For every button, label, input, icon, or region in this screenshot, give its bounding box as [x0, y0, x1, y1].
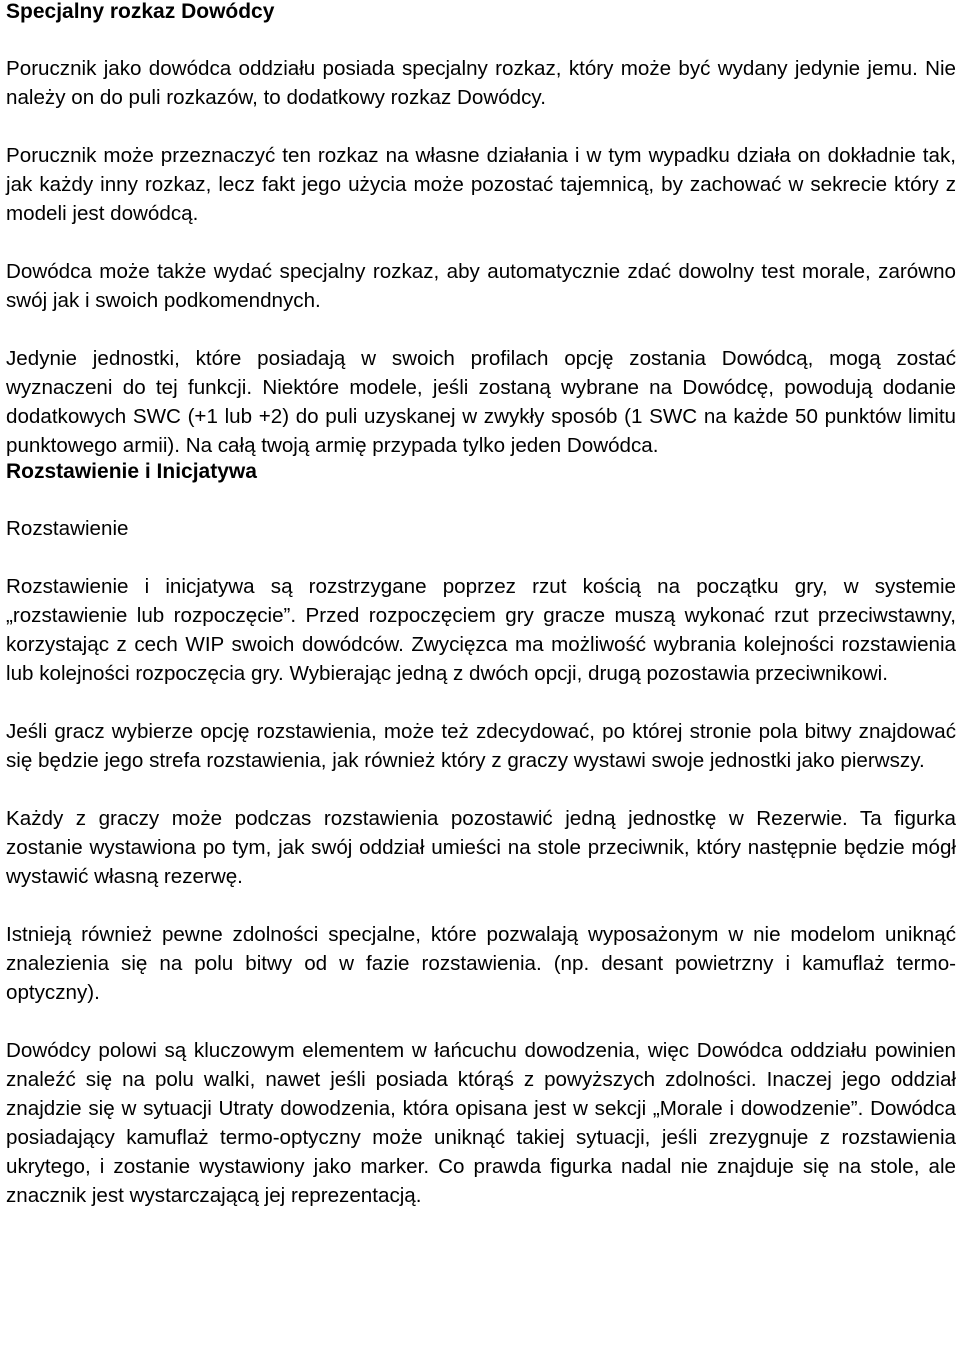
- document-page: [6, 0, 956, 1210]
- paragraph: Porucznik może przeznaczyć ten rozkaz na własne działania i w tym wypadku działa on dokładnie tak, jak każdy inny rozkaz, lecz fakt jego użycia może pozostać tajemnicą, by zachować w sekrecie który z modeli jest dowódcą.: [6, 144, 956, 225]
- paragraph: Dowódcy polowi są kluczowym elementem w łańcuchu dowodzenia, więc Dowódca oddziału powinien znaleźć się na polu walki, nawet jeśli posiada którąś z powyższych zdolności. Inaczej jego oddział znajdzie się w sytuacji Utraty dowodzenia, która opisana jest w sekcji „Morale i dowodzenie”. Dowódca posiadający kamuflaż termo-optyczny może uniknąć takiej sytuacji, jeśli zrezygnuje z rozstawienia ukrytego, i zostanie wystawiony jako marker. Co prawda figurka nadal nie znajduje się na stole, ale znacznik jest wystarczającą jej reprezentacją.: [6, 1039, 956, 1207]
- paragraph: Porucznik jako dowódca oddziału posiada specjalny rozkaz, który może być wydany jedynie jemu. Nie należy on do puli rozkazów, to dodatkowy rozkaz Dowódcy.: [6, 57, 956, 109]
- subheading-deployment: Rozstawienie: [6, 517, 129, 540]
- paragraph: Jedynie jednostki, które posiadają w swoich profilach opcję zostania Dowódcą, mogą zostać wyznaczeni do tej funkcji. Niektóre modele, jeśli zostaną wybrane na Dowódcę, powodują dodanie dodatkowych SWC (+1 lub +2) do puli uzyskanej w zwykły sposób (1 SWC na każde 50 punktów limitu punktowego armii). Na całą twoją armię przypada tylko jeden Dowódca.: [6, 347, 956, 457]
- paragraph: Jeśli gracz wybierze opcję rozstawienia, może też zdecydować, po której stronie pola bitwy znajdować się będzie jego strefa rozstawienia, jak również który z graczy wystawi swoje jednostki jako pierwszy.: [6, 720, 956, 772]
- paragraph: Każdy z graczy może podczas rozstawienia pozostawić jedną jednostkę w Rezerwie. Ta figurka zostanie wystawiona po tym, jak swój oddział umieści na stole przeciwnik, który następnie będzie mógł wystawić własną rezerwę.: [6, 807, 956, 888]
- paragraph: Dowódca może także wydać specjalny rozkaz, aby automatycznie zdać dowolny test morale, zarówno swój jak i swoich podkomendnych.: [6, 260, 956, 312]
- section-title-deployment-initiative: Rozstawienie i Inicjatywa: [6, 460, 257, 483]
- paragraph: Rozstawienie i inicjatywa są rozstrzygane poprzez rzut kością na początku gry, w systemie „rozstawienie lub rozpoczęcie”. Przed rozpoczęciem gry gracze muszą wykonać rzut przeciwstawny, korzystając z cech WIP swoich dowódców. Zwycięzca ma możliwość wybrania kolejności rozstawienia lub kolejności rozpoczęcia gry. Wybierając jedną z dwóch opcji, drugą pozostawia przeciwnikowi.: [6, 575, 956, 685]
- section-title-special-order: Specjalny rozkaz Dowódcy: [6, 0, 275, 23]
- paragraph: Istnieją również pewne zdolności specjalne, które pozwalają wyposażonym w nie modelom uniknąć znalezienia się na polu bitwy od w fazie rozstawienia. (np. desant powietrzny i kamuflaż termo-optyczny).: [6, 923, 956, 1004]
